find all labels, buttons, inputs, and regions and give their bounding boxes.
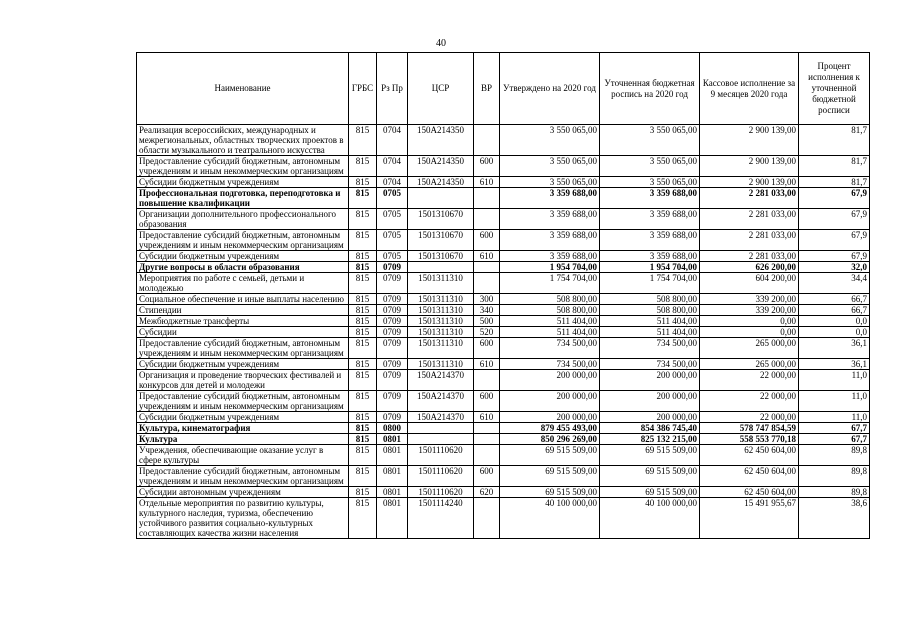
cell-rzpr: 0705 bbox=[377, 188, 408, 209]
cell-percent: 66,7 bbox=[799, 294, 870, 305]
cell-csr: 1501311310 bbox=[408, 359, 474, 370]
cell-vr: 600 bbox=[474, 466, 500, 487]
cell-cash: 265 000,00 bbox=[700, 338, 799, 359]
cell-cash: 2 900 139,00 bbox=[700, 156, 799, 177]
cell-csr: 1501311310 bbox=[408, 305, 474, 316]
cell-cash: 339 200,00 bbox=[700, 294, 799, 305]
cell-approved: 734 500,00 bbox=[500, 338, 600, 359]
cell-vr bbox=[474, 125, 500, 156]
cell-rzpr: 0704 bbox=[377, 177, 408, 188]
cell-cash: 2 900 139,00 bbox=[700, 125, 799, 156]
cell-name: Предоставление субсидий бюджетным, автономным учреждениям и иным некоммерческим организациям bbox=[137, 156, 349, 177]
cell-cash: 2 900 139,00 bbox=[700, 177, 799, 188]
cell-approved: 1 754 704,00 bbox=[500, 273, 600, 294]
table-row bbox=[137, 156, 870, 177]
cell-grbs: 815 bbox=[349, 209, 377, 230]
cell-refined: 1 954 704,00 bbox=[600, 262, 700, 273]
cell-vr bbox=[474, 262, 500, 273]
cell-name: Организация и проведение творческих фестивалей и конкурсов для детей и молодежи bbox=[137, 370, 349, 391]
cell-vr: 300 bbox=[474, 294, 500, 305]
cell-name: Субсидии бюджетным учреждениям bbox=[137, 251, 349, 262]
cell-csr: 150A214370 bbox=[408, 391, 474, 412]
cell-rzpr: 0709 bbox=[377, 294, 408, 305]
cell-approved: 3 550 065,00 bbox=[500, 177, 600, 188]
cell-approved: 40 100 000,00 bbox=[500, 498, 600, 539]
cell-grbs: 815 bbox=[349, 316, 377, 327]
cell-csr: 150A214370 bbox=[408, 370, 474, 391]
header-name: Наименование bbox=[137, 53, 349, 125]
cell-name: Субсидии бюджетным учреждениям bbox=[137, 412, 349, 423]
cell-grbs: 815 bbox=[349, 359, 377, 370]
cell-name: Стипендии bbox=[137, 305, 349, 316]
cell-refined: 40 100 000,00 bbox=[600, 498, 700, 539]
header-rzpr: Рз Пр bbox=[377, 53, 408, 125]
cell-csr: 1501110620 bbox=[408, 445, 474, 466]
header-approved: Утверждено на 2020 год bbox=[500, 53, 600, 125]
cell-percent: 67,9 bbox=[799, 230, 870, 251]
cell-refined: 3 359 688,00 bbox=[600, 230, 700, 251]
header-cash: Кассовое исполнение за 9 месяцев 2020 года bbox=[700, 53, 799, 125]
table-row bbox=[137, 125, 870, 156]
cell-cash: 0,00 bbox=[700, 327, 799, 338]
cell-rzpr: 0705 bbox=[377, 209, 408, 230]
cell-csr bbox=[408, 262, 474, 273]
cell-refined: 69 515 509,00 bbox=[600, 487, 700, 498]
cell-approved: 3 550 065,00 bbox=[500, 125, 600, 156]
cell-csr: 1501310670 bbox=[408, 209, 474, 230]
table-row bbox=[137, 188, 870, 209]
header-vr: ВР bbox=[474, 53, 500, 125]
cell-refined: 734 500,00 bbox=[600, 338, 700, 359]
cell-percent: 38,6 bbox=[799, 498, 870, 539]
table-row bbox=[137, 498, 870, 539]
cell-csr: 1501311310 bbox=[408, 316, 474, 327]
table-row bbox=[137, 251, 870, 262]
cell-percent: 32,0 bbox=[799, 262, 870, 273]
cell-grbs: 815 bbox=[349, 230, 377, 251]
cell-vr: 600 bbox=[474, 338, 500, 359]
cell-name: Учреждения, обеспечивающие оказание услуг в сфере культуры bbox=[137, 445, 349, 466]
cell-csr: 1501311310 bbox=[408, 273, 474, 294]
header-refined: Уточненная бюджетная роспись на 2020 год bbox=[600, 53, 700, 125]
cell-refined: 69 515 509,00 bbox=[600, 466, 700, 487]
cell-approved: 69 515 509,00 bbox=[500, 487, 600, 498]
cell-refined: 3 359 688,00 bbox=[600, 251, 700, 262]
cell-grbs: 815 bbox=[349, 251, 377, 262]
cell-csr: 1501110620 bbox=[408, 487, 474, 498]
cell-cash: 62 450 604,00 bbox=[700, 445, 799, 466]
cell-grbs: 815 bbox=[349, 445, 377, 466]
cell-approved: 850 296 269,00 bbox=[500, 434, 600, 445]
cell-cash: 2 281 033,00 bbox=[700, 188, 799, 209]
cell-csr: 1501311310 bbox=[408, 294, 474, 305]
cell-percent: 67,7 bbox=[799, 434, 870, 445]
cell-approved: 3 359 688,00 bbox=[500, 251, 600, 262]
cell-percent: 81,7 bbox=[799, 177, 870, 188]
cell-name: Социальное обеспечение и иные выплаты населению bbox=[137, 294, 349, 305]
cell-vr bbox=[474, 498, 500, 539]
cell-approved: 200 000,00 bbox=[500, 412, 600, 423]
table-row bbox=[137, 209, 870, 230]
cell-grbs: 815 bbox=[349, 423, 377, 434]
cell-rzpr: 0709 bbox=[377, 391, 408, 412]
cell-csr: 1501310670 bbox=[408, 251, 474, 262]
cell-approved: 3 550 065,00 bbox=[500, 156, 600, 177]
table-row bbox=[137, 487, 870, 498]
cell-refined: 69 515 509,00 bbox=[600, 445, 700, 466]
cell-csr bbox=[408, 423, 474, 434]
cell-name: Реализация всероссийских, международных и межрегиональных, областных творческих проектов в области музыкального и театрального искусства bbox=[137, 125, 349, 156]
table-row bbox=[137, 305, 870, 316]
cell-name: Предоставление субсидий бюджетным, автономным учреждениям и иным некоммерческим организациям bbox=[137, 338, 349, 359]
cell-grbs: 815 bbox=[349, 294, 377, 305]
table-row bbox=[137, 391, 870, 412]
cell-refined: 200 000,00 bbox=[600, 391, 700, 412]
cell-rzpr: 0705 bbox=[377, 251, 408, 262]
cell-csr: 150A214370 bbox=[408, 412, 474, 423]
cell-grbs: 815 bbox=[349, 370, 377, 391]
table-row bbox=[137, 327, 870, 338]
cell-csr bbox=[408, 434, 474, 445]
cell-grbs: 815 bbox=[349, 338, 377, 359]
cell-percent: 67,7 bbox=[799, 423, 870, 434]
cell-name: Другие вопросы в области образования bbox=[137, 262, 349, 273]
budget-table bbox=[136, 52, 870, 539]
table-row bbox=[137, 445, 870, 466]
cell-rzpr: 0704 bbox=[377, 156, 408, 177]
cell-name: Субсидии автономным учреждениям bbox=[137, 487, 349, 498]
cell-percent: 66,7 bbox=[799, 305, 870, 316]
cell-vr: 520 bbox=[474, 327, 500, 338]
cell-name: Культура bbox=[137, 434, 349, 445]
cell-grbs: 815 bbox=[349, 305, 377, 316]
table-row bbox=[137, 262, 870, 273]
cell-rzpr: 0709 bbox=[377, 273, 408, 294]
cell-csr: 1501311310 bbox=[408, 338, 474, 359]
cell-vr bbox=[474, 188, 500, 209]
cell-cash: 0,00 bbox=[700, 316, 799, 327]
cell-percent: 0,0 bbox=[799, 316, 870, 327]
cell-approved: 508 800,00 bbox=[500, 294, 600, 305]
cell-vr bbox=[474, 273, 500, 294]
table-row bbox=[137, 230, 870, 251]
cell-grbs: 815 bbox=[349, 412, 377, 423]
cell-vr bbox=[474, 370, 500, 391]
cell-cash: 15 491 955,67 bbox=[700, 498, 799, 539]
cell-refined: 508 800,00 bbox=[600, 294, 700, 305]
cell-approved: 3 359 688,00 bbox=[500, 230, 600, 251]
cell-cash: 626 200,00 bbox=[700, 262, 799, 273]
cell-percent: 36,1 bbox=[799, 359, 870, 370]
header-percent: Процент исполнения к уточненной бюджетной росписи bbox=[799, 53, 870, 125]
cell-approved: 69 515 509,00 bbox=[500, 466, 600, 487]
cell-grbs: 815 bbox=[349, 177, 377, 188]
table-row bbox=[137, 423, 870, 434]
cell-grbs: 815 bbox=[349, 434, 377, 445]
cell-percent: 11,0 bbox=[799, 391, 870, 412]
cell-rzpr: 0704 bbox=[377, 125, 408, 156]
cell-refined: 3 550 065,00 bbox=[600, 156, 700, 177]
cell-percent: 67,9 bbox=[799, 209, 870, 230]
cell-vr: 600 bbox=[474, 156, 500, 177]
table-row bbox=[137, 177, 870, 188]
page-number: 40 bbox=[436, 38, 446, 49]
cell-rzpr: 0709 bbox=[377, 412, 408, 423]
cell-rzpr: 0800 bbox=[377, 423, 408, 434]
cell-vr bbox=[474, 434, 500, 445]
cell-refined: 1 754 704,00 bbox=[600, 273, 700, 294]
cell-grbs: 815 bbox=[349, 391, 377, 412]
cell-grbs: 815 bbox=[349, 262, 377, 273]
cell-approved: 508 800,00 bbox=[500, 305, 600, 316]
header-grbs: ГРБС bbox=[349, 53, 377, 125]
cell-rzpr: 0705 bbox=[377, 230, 408, 251]
cell-rzpr: 0801 bbox=[377, 434, 408, 445]
cell-name: Организации дополнительного профессионального образования bbox=[137, 209, 349, 230]
cell-grbs: 815 bbox=[349, 188, 377, 209]
cell-cash: 62 450 604,00 bbox=[700, 466, 799, 487]
cell-rzpr: 0709 bbox=[377, 370, 408, 391]
cell-refined: 3 550 065,00 bbox=[600, 177, 700, 188]
cell-cash: 2 281 033,00 bbox=[700, 209, 799, 230]
header-csr: ЦСР bbox=[408, 53, 474, 125]
cell-approved: 511 404,00 bbox=[500, 327, 600, 338]
cell-name: Субсидии бюджетным учреждениям bbox=[137, 177, 349, 188]
cell-vr: 610 bbox=[474, 359, 500, 370]
cell-percent: 67,9 bbox=[799, 188, 870, 209]
cell-approved: 3 359 688,00 bbox=[500, 188, 600, 209]
cell-name: Отдельные мероприятия по развитию культуры, культурного наследия, туризма, обеспечению устойчивого развития социально-культурных составляющих качества жизни населения bbox=[137, 498, 349, 539]
cell-refined: 3 359 688,00 bbox=[600, 209, 700, 230]
cell-vr: 600 bbox=[474, 391, 500, 412]
table-body bbox=[137, 125, 870, 539]
cell-rzpr: 0709 bbox=[377, 359, 408, 370]
cell-refined: 854 386 745,40 bbox=[600, 423, 700, 434]
cell-cash: 22 000,00 bbox=[700, 391, 799, 412]
cell-rzpr: 0801 bbox=[377, 445, 408, 466]
cell-percent: 34,4 bbox=[799, 273, 870, 294]
table-row bbox=[137, 412, 870, 423]
cell-refined: 734 500,00 bbox=[600, 359, 700, 370]
cell-grbs: 815 bbox=[349, 156, 377, 177]
cell-name: Субсидии bbox=[137, 327, 349, 338]
cell-percent: 89,8 bbox=[799, 445, 870, 466]
cell-approved: 200 000,00 bbox=[500, 370, 600, 391]
cell-cash: 265 000,00 bbox=[700, 359, 799, 370]
cell-approved: 879 455 493,00 bbox=[500, 423, 600, 434]
cell-csr: 150A214350 bbox=[408, 125, 474, 156]
cell-approved: 69 515 509,00 bbox=[500, 445, 600, 466]
cell-name: Профессиональная подготовка, переподготовка и повышение квалификации bbox=[137, 188, 349, 209]
cell-refined: 508 800,00 bbox=[600, 305, 700, 316]
cell-vr bbox=[474, 423, 500, 434]
cell-csr: 1501310670 bbox=[408, 230, 474, 251]
cell-csr: 150A214350 bbox=[408, 177, 474, 188]
cell-cash: 22 000,00 bbox=[700, 412, 799, 423]
cell-name: Субсидии бюджетным учреждениям bbox=[137, 359, 349, 370]
cell-cash: 62 450 604,00 bbox=[700, 487, 799, 498]
cell-percent: 81,7 bbox=[799, 125, 870, 156]
cell-rzpr: 0709 bbox=[377, 338, 408, 359]
table-row bbox=[137, 316, 870, 327]
cell-approved: 511 404,00 bbox=[500, 316, 600, 327]
cell-csr: 1501311310 bbox=[408, 327, 474, 338]
cell-name: Предоставление субсидий бюджетным, автономным учреждениям и иным некоммерческим организациям bbox=[137, 230, 349, 251]
cell-cash: 22 000,00 bbox=[700, 370, 799, 391]
cell-vr bbox=[474, 445, 500, 466]
table-row bbox=[137, 273, 870, 294]
cell-rzpr: 0709 bbox=[377, 262, 408, 273]
cell-vr bbox=[474, 209, 500, 230]
table-row bbox=[137, 370, 870, 391]
cell-percent: 89,8 bbox=[799, 466, 870, 487]
cell-percent: 67,9 bbox=[799, 251, 870, 262]
cell-percent: 81,7 bbox=[799, 156, 870, 177]
cell-vr: 620 bbox=[474, 487, 500, 498]
cell-name: Предоставление субсидий бюджетным, автономным учреждениям и иным некоммерческим организациям bbox=[137, 391, 349, 412]
cell-cash: 2 281 033,00 bbox=[700, 230, 799, 251]
cell-grbs: 815 bbox=[349, 125, 377, 156]
cell-refined: 200 000,00 bbox=[600, 412, 700, 423]
cell-rzpr: 0709 bbox=[377, 305, 408, 316]
cell-csr bbox=[408, 188, 474, 209]
table-row bbox=[137, 466, 870, 487]
cell-rzpr: 0801 bbox=[377, 498, 408, 539]
cell-refined: 825 132 215,00 bbox=[600, 434, 700, 445]
cell-vr: 340 bbox=[474, 305, 500, 316]
cell-vr: 600 bbox=[474, 230, 500, 251]
cell-rzpr: 0801 bbox=[377, 466, 408, 487]
table-row bbox=[137, 434, 870, 445]
table-row bbox=[137, 359, 870, 370]
cell-name: Мероприятия по работе с семьей, детьми и молодежью bbox=[137, 273, 349, 294]
cell-percent: 0,0 bbox=[799, 327, 870, 338]
cell-percent: 11,0 bbox=[799, 412, 870, 423]
cell-refined: 511 404,00 bbox=[600, 327, 700, 338]
cell-grbs: 815 bbox=[349, 466, 377, 487]
table-row bbox=[137, 338, 870, 359]
cell-csr: 1501114240 bbox=[408, 498, 474, 539]
cell-grbs: 815 bbox=[349, 498, 377, 539]
cell-csr: 1501110620 bbox=[408, 466, 474, 487]
cell-cash: 2 281 033,00 bbox=[700, 251, 799, 262]
cell-rzpr: 0709 bbox=[377, 316, 408, 327]
cell-refined: 3 359 688,00 bbox=[600, 188, 700, 209]
cell-cash: 339 200,00 bbox=[700, 305, 799, 316]
cell-refined: 3 550 065,00 bbox=[600, 125, 700, 156]
cell-refined: 511 404,00 bbox=[600, 316, 700, 327]
cell-approved: 3 359 688,00 bbox=[500, 209, 600, 230]
cell-percent: 11,0 bbox=[799, 370, 870, 391]
cell-rzpr: 0801 bbox=[377, 487, 408, 498]
cell-csr: 150A214350 bbox=[408, 156, 474, 177]
cell-approved: 734 500,00 bbox=[500, 359, 600, 370]
cell-grbs: 815 bbox=[349, 487, 377, 498]
cell-name: Предоставление субсидий бюджетным, автономным учреждениям и иным некоммерческим организациям bbox=[137, 466, 349, 487]
cell-vr: 610 bbox=[474, 177, 500, 188]
table-header-row bbox=[137, 53, 870, 125]
cell-vr: 610 bbox=[474, 251, 500, 262]
cell-grbs: 815 bbox=[349, 273, 377, 294]
cell-cash: 578 747 854,59 bbox=[700, 423, 799, 434]
cell-approved: 1 954 704,00 bbox=[500, 262, 600, 273]
cell-percent: 36,1 bbox=[799, 338, 870, 359]
table-row bbox=[137, 294, 870, 305]
cell-name: Культура, кинематография bbox=[137, 423, 349, 434]
cell-name: Межбюджетные трансферты bbox=[137, 316, 349, 327]
cell-percent: 89,8 bbox=[799, 487, 870, 498]
cell-rzpr: 0709 bbox=[377, 327, 408, 338]
cell-cash: 604 200,00 bbox=[700, 273, 799, 294]
cell-vr: 500 bbox=[474, 316, 500, 327]
cell-vr: 610 bbox=[474, 412, 500, 423]
cell-approved: 200 000,00 bbox=[500, 391, 600, 412]
cell-refined: 200 000,00 bbox=[600, 370, 700, 391]
cell-cash: 558 553 770,18 bbox=[700, 434, 799, 445]
cell-grbs: 815 bbox=[349, 327, 377, 338]
